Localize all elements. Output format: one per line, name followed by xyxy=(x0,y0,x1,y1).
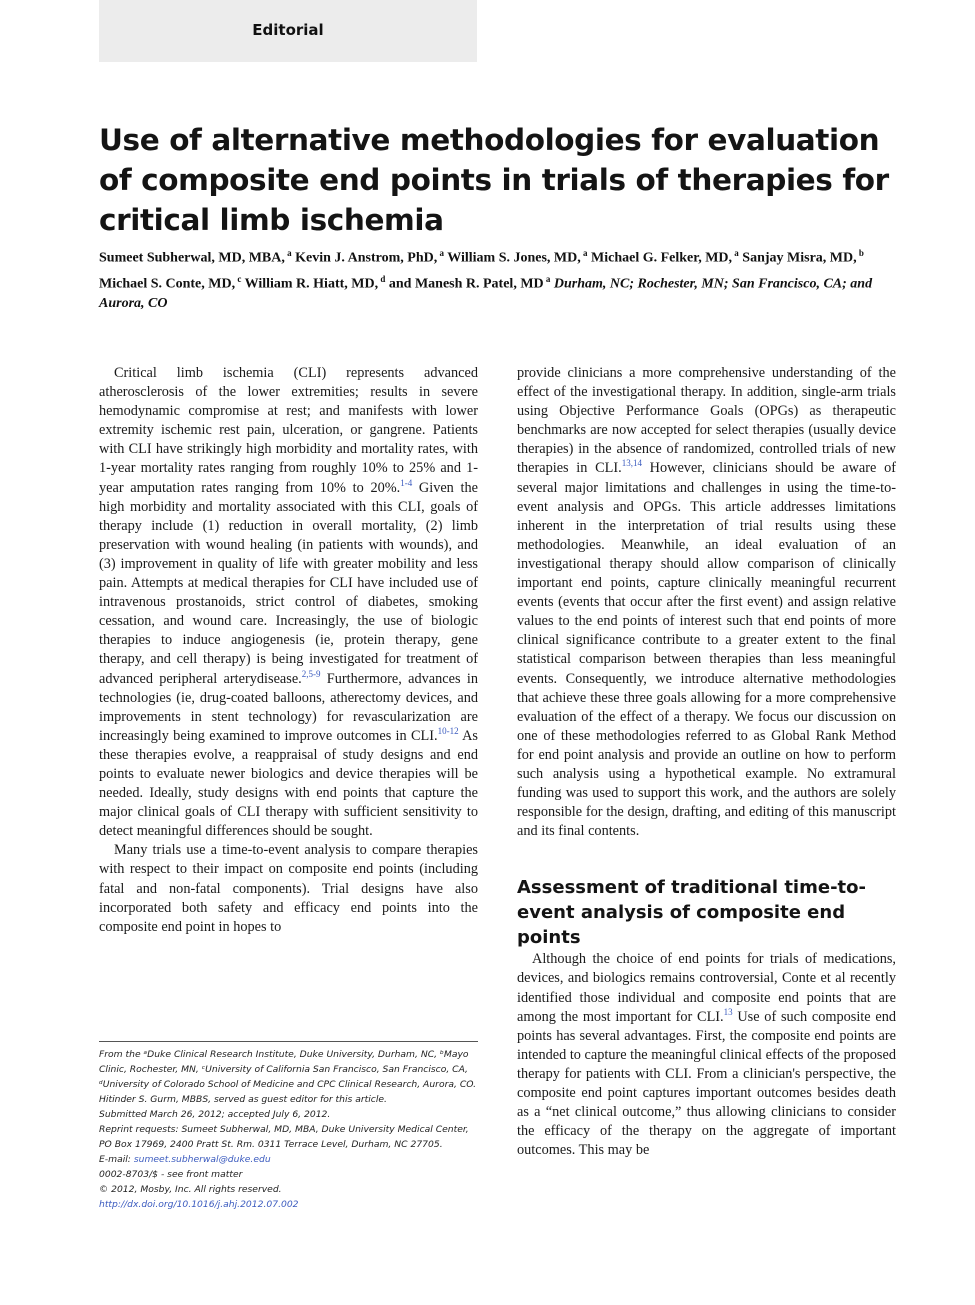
email-link[interactable]: sumeet.subherwal@duke.edu xyxy=(133,1154,271,1165)
issn-note: 0002-8703/$ - see front matter xyxy=(99,1169,243,1180)
footnote-divider xyxy=(99,1041,478,1042)
article-title: Use of alternative methodologies for evaluation of composite end points in trials of therapies for critical limb ischemia xyxy=(99,123,889,237)
affiliation-marker: a xyxy=(543,273,551,284)
reference-citation[interactable]: 13 xyxy=(723,1006,733,1017)
author-name: Michael S. Conte, MD, xyxy=(99,276,236,292)
author-name: Michael G. Felker, MD, xyxy=(591,250,733,266)
author-name: Sanjay Misra, MD, xyxy=(742,250,857,266)
section-heading: Assessment of traditional time-to-event analysis of composite end points xyxy=(517,877,866,949)
intro-paragraph-1: Critical limb ischemia (CLI) represents advanced atherosclerosis of the lower extremities; results in severe hemodynamic compromise at rest; and manifests with lower extremity ischemic rest pain, ulceration, or gangrene. Patients with CLI have strikingly high morbidity and mortality rates, with 1-year mortality rates ranging from roughly 10% to 25% and 1-year amputation rates ranging from 10% to 20%.$^{1-4}$ Given the high morbidity and mortality associated with this CLI, goals of therapy include (1) reduction in overall mortality, (2) limb preservation with wound healing (in patients with wounds), and (3) improvement in quality of life with greater mobility and less pain. Attempts at medical therapies for CLI have included use of intravenous prostanoids, strict control of diabetes, smoking cessation, and wound care. Increasingly, the use of biologic therapies to induce angiogenesis (ie, protein therapy, gene therapy, and cell therapy) is being investigated for treatment of advanced peripheral arterydisease.$^{2,5-9}$ Furthermore, advances in technologies (ie, drug-coated balloons, atherectomy devices, and improvements in stent technology) for revascularization are increasingly being examined to improve outcomes in CLI.$^{10-12}$ As these therapies evolve, a reappraisal of study designs and end points to evaluate newer biologics and device therapies will be needed. Ideally, study designs with end points that capture the major clinical goals of CLI therapy with sufficient sensitivity to detect meaningful differences should be sought. xyxy=(99,365,478,840)
footnotes xyxy=(99,1047,479,1212)
affiliation-marker: c xyxy=(235,273,242,284)
reference-citation[interactable]: 13,14 xyxy=(621,458,642,469)
right-column xyxy=(517,364,896,1160)
affiliation-marker: a xyxy=(732,248,739,258)
guest-editor-note: Hitinder S. Gurm, MBBS, served as guest editor for this article. xyxy=(99,1094,387,1105)
copyright-note: © 2012, Mosby, Inc. All rights reserved. xyxy=(99,1184,282,1195)
affiliation-marker: a xyxy=(437,248,444,258)
section-tab xyxy=(99,0,477,62)
affiliation-marker: b xyxy=(856,248,864,258)
doi-link[interactable]: http://dx.doi.org/10.1016/j.ahj.2012.07.002 xyxy=(99,1199,299,1210)
affiliation-marker: d xyxy=(378,273,386,284)
assessment-paragraph: Although the choice of end points for trials of medications, devices, and biologics remains controversial, Conte et al recently identified those individual and composite end points that are among the most important for CLI.$^{13}$ Use of such composite end points has several advantages. First, the composite end points are intended to capture the meaningful clinical effects of the proposed therapy for patients with CLI. From a clinician's perspective, the composite end point captures important outcomes besides death as a “net clinical outcome,” thus allowing clinicians to consider the efficacy of the therapy on the aggregate of important outcomes. This may be xyxy=(517,951,896,1159)
dates-note: Submitted March 26, 2012; accepted July 6, 2012. xyxy=(99,1109,331,1120)
intro-paragraph-continued: provide clinicians a more comprehensive understanding of the effect of the investigational therapy. In addition, single-arm trials using Objective Performance Goals (OPGs) as therapeutic benchmarks are now accepted for select therapies (usually device therapies) in the absence of randomized, controlled trials of new therapies in CLI.$^{13,14}$ However, clinicians should be aware of several major limitations and challenges in using the time-to-event analysis and OPGs. This article addresses limitations inherent in the interpretation of trial results using these methodologies. Meanwhile, an ideal evaluation of an investigational therapy should allow comparison of clinically important end points, capture clinically meaningful recurrent events (events that occur after the first event) and assign relative values to the end points of interest such that end points of more clinical significance contribute to a greater extent to the final statistical comparison between therapies than less meaningful events. Consequently, we introduce alternative methodologies that achieve these three goals allowing for a more comprehensive evaluation of the effect of a therapy. We focus our discussion on one of these methodologies referred to as Global Rank Method for end point analysis and provide an outline on how to perform such analysis using a hypothetical example. No extramural funding was used to support this work, and the authors are solely responsible for the design, drafting, and editing of this manuscript and its final contents. xyxy=(517,365,896,840)
author-name: William S. Jones, MD, xyxy=(447,250,581,266)
affiliation-marker: a xyxy=(284,248,292,258)
section-label: Editorial xyxy=(252,21,324,39)
intro-paragraph-2: Many trials use a time-to-event analysis to compare therapies with respect to their impact on composite end points (including fatal and non-fatal components). Trial designs have also incorporated both safety and efficacy end points into the composite end point in hopes to xyxy=(99,842,478,935)
reference-citation[interactable]: 1-4 xyxy=(400,477,413,488)
affiliations-note: From the ᵃDuke Clinical Research Institute, Duke University, Durham, NC, ᵇMayo Clinic, Rochester, MN, ᶜUniversity of California San Francisco, San Francisco, CA, ᵈUniversity of Colorado School of Medicine and CPC Clinical Research, Aurora, CO. xyxy=(99,1049,477,1090)
author-name: Kevin J. Anstrom, PhD, xyxy=(295,250,438,266)
left-column xyxy=(99,364,478,937)
author-name: and Manesh R. Patel, MD xyxy=(388,276,544,292)
author-list xyxy=(99,243,889,314)
author-locations: Durham, NC; Rochester, MN; San Francisco, CA; and Aurora, CO xyxy=(99,276,873,312)
author-name: Sumeet Subherwal, MD, MBA, xyxy=(99,250,285,266)
affiliation-marker: a xyxy=(580,248,588,258)
email-prefix: E-mail: xyxy=(99,1154,134,1165)
author-name: William R. Hiatt, MD, xyxy=(244,276,379,292)
reference-citation[interactable]: 2,5-9 xyxy=(301,668,321,679)
reference-citation[interactable]: 10-12 xyxy=(437,726,459,737)
email-note xyxy=(99,1152,479,1167)
reprint-note: Reprint requests: Sumeet Subherwal, MD, MBA, Duke University Medical Center, PO Box 17969, 2400 Pratt St. Rm. 0311 Terrace Level, Durham, NC 27705. xyxy=(99,1124,469,1150)
